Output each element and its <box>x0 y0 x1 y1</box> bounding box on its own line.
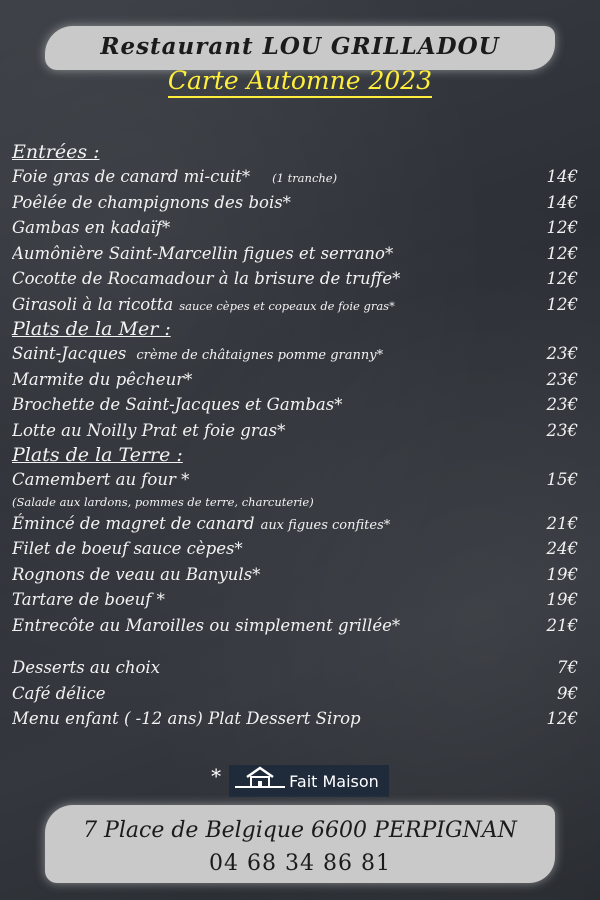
menu-item <box>12 392 578 418</box>
item-name: Menu enfant ( -12 ans) Plat Dessert Sirop <box>12 709 361 728</box>
menu-item <box>12 266 578 292</box>
item-name: Marmite du pêcheur* <box>12 369 193 389</box>
menu-item <box>12 241 578 267</box>
menu-item <box>12 164 578 190</box>
item-price: 21€ <box>546 615 578 635</box>
item-name: Poêlée de champignons des bois* <box>12 192 291 212</box>
menu-title <box>0 66 600 95</box>
item-price: 9€ <box>557 683 578 703</box>
item-name: Brochette de Saint-Jacques et Gambas* <box>12 395 343 414</box>
item-price: 14€ <box>546 192 578 212</box>
item-price: 12€ <box>546 269 578 288</box>
item-note: sauce cèpes et copeaux de foie gras* <box>179 298 395 313</box>
item-price: 15€ <box>546 470 578 489</box>
item-name: Desserts au choix <box>12 658 161 677</box>
menu-item <box>12 367 578 393</box>
item-price: 21€ <box>546 513 578 533</box>
item-price: 12€ <box>546 709 578 728</box>
item-name: Café délice <box>12 683 106 703</box>
item-price: 24€ <box>546 539 578 558</box>
fait-maison-legend <box>0 765 600 797</box>
item-price: 23€ <box>546 395 578 414</box>
menu-item <box>12 215 578 241</box>
item-price: 19€ <box>546 590 578 609</box>
item-name: Aumônière Saint-Marcellin figues et serrano* <box>12 243 394 263</box>
item-name: Filet de boeuf sauce cèpes* <box>12 539 243 558</box>
item-price: 12€ <box>546 294 578 314</box>
menu-item <box>12 655 578 681</box>
menu-item <box>12 190 578 216</box>
menu-item <box>12 292 578 318</box>
item-price: 23€ <box>546 369 578 389</box>
menu-item <box>12 587 578 613</box>
fait-maison-badge <box>229 765 389 797</box>
fait-maison-label: Fait Maison <box>289 771 379 791</box>
menu-item <box>12 613 578 639</box>
section-title-terre: Plats de la Terre : <box>12 444 183 466</box>
menu-item <box>12 681 578 707</box>
item-price: 19€ <box>546 564 578 584</box>
item-name: Girasoli à la ricotta <box>12 294 174 314</box>
item-detail: (Salade aux lardons, pommes de terre, charcuterie) <box>12 494 314 509</box>
spacer <box>12 638 578 655</box>
menu-list <box>12 140 578 732</box>
item-note: aux figues confites* <box>260 517 391 533</box>
menu-title-text: Carte Automne 2023 <box>168 66 432 98</box>
asterisk: * <box>211 764 222 788</box>
section-title-mer: Plats de la Mer : <box>12 318 171 340</box>
item-price: 12€ <box>546 243 578 263</box>
item-note: crème de châtaignes pomme granny* <box>136 348 384 363</box>
item-price: 12€ <box>546 218 578 237</box>
menu-item <box>12 562 578 588</box>
restaurant-name: Restaurant LOU GRILLADOU <box>100 33 500 60</box>
item-name: Saint-Jacques <box>12 344 127 363</box>
item-name: Foie gras de canard mi-cuit* <box>12 167 251 186</box>
section-title-entrees: Entrées : <box>12 141 100 163</box>
item-name: Émincé de magret de canard <box>12 513 255 533</box>
item-name: Rognons de veau au Banyuls* <box>12 564 261 584</box>
phone-number: 04 68 34 86 81 <box>209 851 391 876</box>
menu-item <box>12 706 578 732</box>
item-price: 23€ <box>546 420 578 440</box>
item-name: Camembert au four * <box>12 470 190 489</box>
item-price: 23€ <box>546 344 578 363</box>
item-name: Cocotte de Rocamadour à la brisure de truffe* <box>12 269 401 288</box>
item-price: 14€ <box>546 167 578 186</box>
item-note: (1 tranche) <box>272 171 338 185</box>
menu-item <box>12 536 578 562</box>
item-name: Entrecôte au Maroilles ou simplement grillée* <box>12 615 401 635</box>
item-name: Gambas en kadaïf* <box>12 218 171 237</box>
house-icon <box>235 765 285 797</box>
menu-item <box>12 467 578 493</box>
menu-item <box>12 511 578 537</box>
menu-item <box>12 418 578 444</box>
menu-item <box>12 341 578 367</box>
item-name: Lotte au Noilly Prat et foie gras* <box>12 420 286 440</box>
item-price: 7€ <box>557 658 578 677</box>
address: 7 Place de Belgique 6600 PERPIGNAN <box>83 818 517 843</box>
item-name: Tartare de boeuf * <box>12 590 165 609</box>
